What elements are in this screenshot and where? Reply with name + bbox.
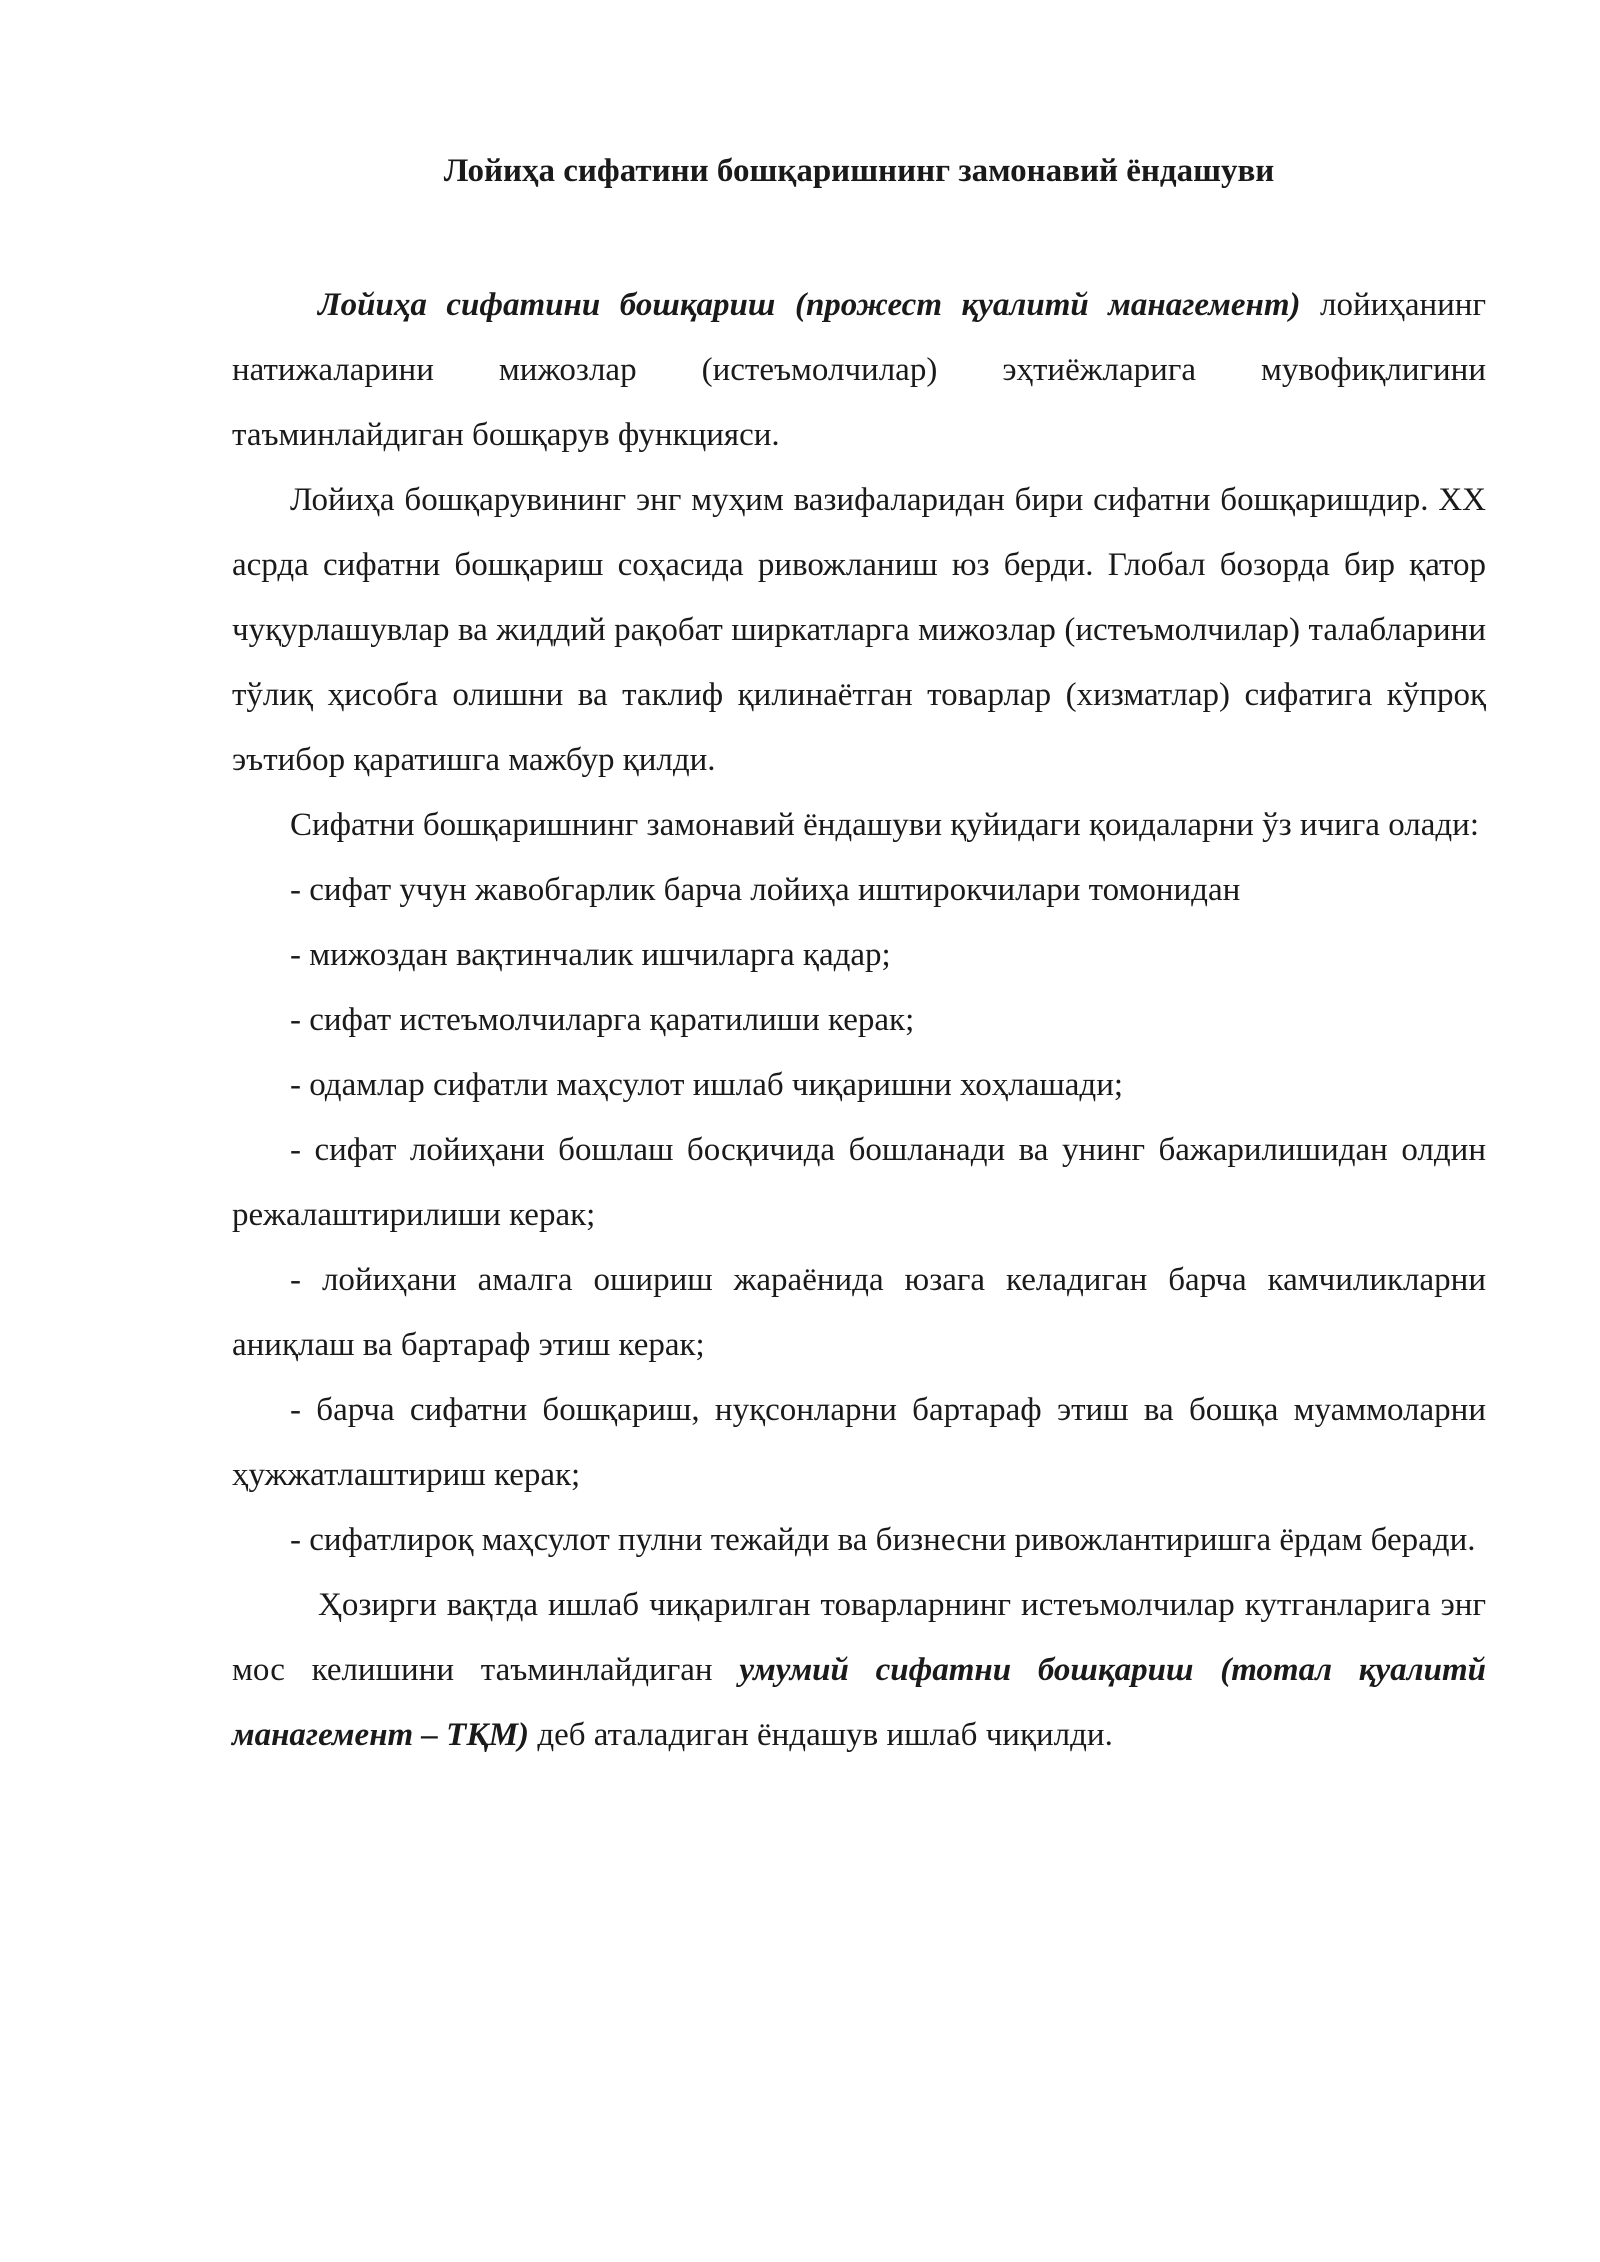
list-item: - барча сифатни бошқариш, нуқсонларни бартараф этиш ва бошқа муаммоларни ҳужжатлаштириш керак;	[232, 1391, 1486, 1493]
tqm-text-start: Ҳозирги вақтда ишлаб чиқарилган товарларнинг истеъмолчилар кутганларига энг мос келишини таъминлайдиган	[232, 1586, 1486, 1688]
list-item: - лойиҳани амалга ошириш жараёнида юзага келадиган барча камчиликларни аниқлаш ва бартараф этиш керак;	[232, 1261, 1486, 1363]
paragraph-history: Лойиҳа бошқарувининг энг муҳим вазифаларидан бири сифатни бошқаришдир. ХХ асрда сифатни бошқариш соҳасида ривожланиш юз берди. Глобал бозорда бир қатор чуқурлашувлар ва жиддий рақобат ширкатларга мижозлар (истеъмолчилар) талабларини тўлиқ ҳисобга олишни ва таклиф қилинаётган товарлар (хизматлар) сифатига кўпроқ эътибор қаратишга мажбур қилди.	[232, 481, 1486, 778]
document-body	[232, 150, 1486, 1768]
list-item: - сифат истеъмолчиларга қаратилиши керак;	[290, 1001, 915, 1038]
list-item: - одамлар сифатли маҳсулот ишлаб чиқаришни хоҳлашади;	[290, 1066, 1124, 1103]
list-item: - мижоздан вақтинчалик ишчиларга қадар;	[290, 936, 891, 973]
paragraph-tqm	[232, 1573, 1486, 1768]
tqm-term: умумий сифатни бошқариш (тотал қуалитй манагемент – ТҚМ)	[232, 1651, 1486, 1753]
list-item: - сифат лойиҳани бошлаш босқичида бошланади ва унинг бажарилишидан олдин режалаштирилиши керак;	[232, 1131, 1486, 1233]
list-item: - сифат учун жавобгарлик барча лойиҳа иштирокчилари томонидан	[290, 871, 1241, 908]
document-title: Лойиҳа сифатини бошқаришнинг замонавий ёндашуви	[443, 153, 1275, 189]
definition-text: лойиҳанинг натижаларини мижозлар (истеъмолчилар) эҳтиёжларига мувофиқлигини таъминлайдиган бошқарув функцияси.	[232, 286, 1487, 453]
tqm-text-end: деб аталадиган ёндашув ишлаб чиқилди.	[529, 1716, 1113, 1753]
paragraph-principles-intro: Сифатни бошқаришнинг замонавий ёндашуви қуйидаги қоидаларни ўз ичига олади:	[290, 806, 1479, 843]
definition-term: Лойиҳа сифатини бошқариш (прожест қуалитй манагемент)	[318, 286, 1301, 323]
list-item: - сифатлироқ маҳсулот пулни тежайди ва бизнесни ривожлантиришга ёрдам беради.	[290, 1521, 1476, 1558]
paragraph-definition	[232, 273, 1486, 468]
